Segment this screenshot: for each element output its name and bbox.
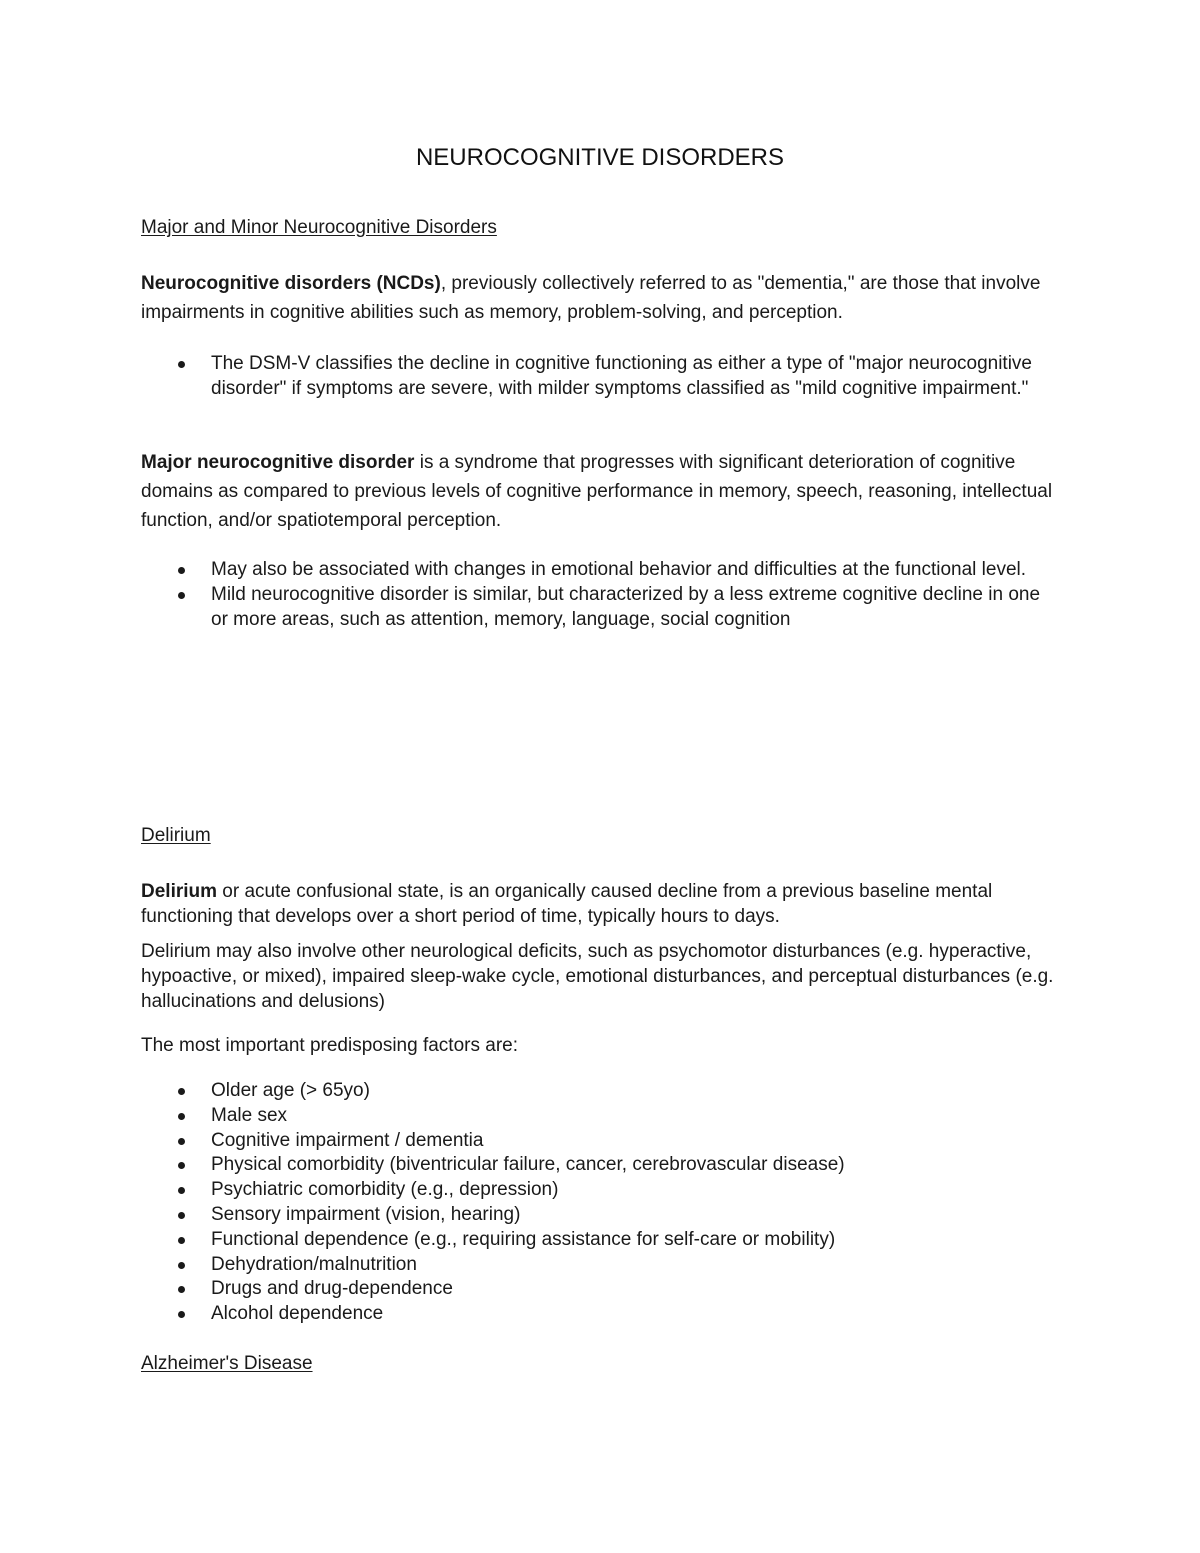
list-item-text: Older age (> 65yo): [211, 1080, 370, 1101]
bullet-icon: [178, 1113, 185, 1120]
bullet-icon: [178, 1311, 185, 1318]
bullet-icon: [178, 1286, 185, 1293]
list-item: [211, 1302, 1061, 1327]
paragraph-delirium-deficits: Delirium may also involve other neurological deficits, such as psychomotor disturbances (e.g. hyperactive, hypoactive, or mixed), impaired sleep-wake cycle, emotional disturbances, and perceptual disturbances (e.g. hallucinations and delusions): [141, 941, 1054, 1012]
paragraph-ncd-definition: [141, 269, 1061, 327]
bullet-icon: [178, 1138, 185, 1145]
term-delirium: Delirium: [141, 881, 218, 902]
section-heading-major-minor: Major and Minor Neurocognitive Disorders: [141, 217, 497, 238]
section-heading-alzheimers: Alzheimer's Disease: [141, 1353, 313, 1374]
list-item-text: May also be associated with changes in emotional behavior and difficulties at the functional level.: [211, 559, 1027, 580]
list-item-text: Cognitive impairment / dementia: [211, 1129, 484, 1151]
list-item-text: Functional dependence (e.g., requiring assistance for self-care or mobility): [211, 1228, 836, 1250]
list-item-text: Drugs and drug-dependence: [211, 1278, 453, 1300]
bullet-icon: [178, 1187, 185, 1194]
list-item: [211, 558, 1061, 583]
page-title: NEUROCOGNITIVE DISORDERS: [415, 144, 785, 171]
list-item: [211, 1277, 1061, 1302]
list-item-text: Psychiatric comorbidity (e.g., depression): [211, 1179, 559, 1201]
paragraph-delirium-definition-text: or acute confusional state, is an organically caused decline from a previous baseline mental functioning that develops over a short period of time, typically hours to days.: [141, 881, 993, 927]
list-item: [211, 1228, 1061, 1253]
list-item-text: The DSM-V classifies the decline in cognitive functioning as either a type of "major neurocognitive disorder" if symptoms are severe, with milder symptoms classified as "mild cognitive impairment.": [211, 353, 1032, 399]
list-item: [211, 1129, 1061, 1154]
bullet-list-predisposing-factors: [211, 1079, 1061, 1327]
list-item: [211, 1104, 1061, 1129]
paragraph-delirium-definition: [141, 879, 1061, 929]
list-item: [211, 352, 1061, 402]
list-item-text: Physical comorbidity (biventricular failure, cancer, cerebrovascular disease): [211, 1154, 845, 1176]
paragraph-predisposing-intro: The most important predisposing factors are:: [141, 1035, 519, 1056]
list-item: [211, 1079, 1061, 1104]
paragraph-major-ncd: [141, 448, 1061, 535]
paragraph-ncd-definition-text: , previously collectively referred to as "dementia," are those that involve impairments in cognitive abilities such as memory, problem-solving, and perception.: [141, 273, 1041, 323]
bullet-icon: [178, 1212, 185, 1219]
list-item: [211, 1203, 1061, 1228]
list-item-text: Alcohol dependence: [211, 1303, 384, 1325]
list-item: [211, 583, 1061, 633]
list-item: [211, 1253, 1061, 1278]
bullet-list-major-ncd: [211, 558, 1061, 632]
bullet-icon: [178, 361, 185, 368]
list-item: [211, 1178, 1061, 1203]
list-item-text: Dehydration/malnutrition: [211, 1253, 417, 1275]
term-ncds: Neurocognitive disorders (NCDs): [141, 273, 441, 294]
list-item-text: Mild neurocognitive disorder is similar, but characterized by a less extreme cognitive decline in one or more areas, such as attention, memory, language, social cognition: [211, 583, 1041, 630]
section-heading-delirium: Delirium: [141, 825, 211, 846]
list-item-text: Male sex: [211, 1104, 288, 1126]
bullet-icon: [178, 1262, 185, 1269]
bullet-icon: [178, 1162, 185, 1169]
bullet-icon: [178, 1237, 185, 1244]
bullet-icon: [178, 592, 185, 599]
list-item: [211, 1153, 1061, 1178]
bullet-icon: [178, 1088, 185, 1095]
list-item-text: Sensory impairment (vision, hearing): [211, 1203, 521, 1225]
bullet-icon: [178, 567, 185, 574]
term-major-ncd: Major neurocognitive disorder: [141, 452, 415, 473]
paragraph-major-ncd-text: is a syndrome that progresses with significant deterioration of cognitive domains as compared to previous levels of cognitive performance in memory, speech, reasoning, intellectual function, and/or spatiotemporal perception.: [141, 452, 1053, 531]
bullet-list-dsm: [211, 352, 1061, 402]
